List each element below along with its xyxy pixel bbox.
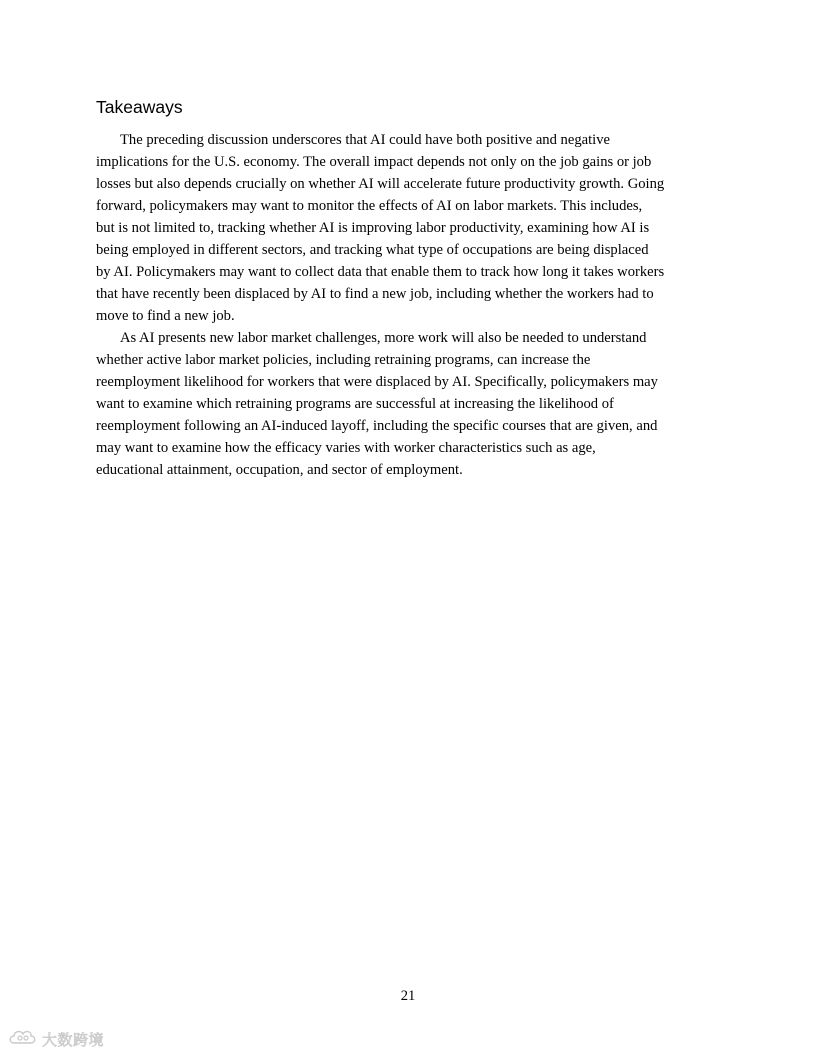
text-line: implications for the U.S. economy. The overall impact depends not only on the job gains or job [96, 154, 652, 170]
text-line: whether active labor market policies, including retraining programs, can increase the [96, 352, 591, 368]
watermark-text: 大数跨境 [42, 1031, 105, 1049]
text-line: that have recently been displaced by AI to find a new job, including whether the workers had to [96, 286, 654, 302]
watermark [8, 1028, 104, 1051]
cloud-logo-icon [8, 1028, 38, 1051]
text-line: reemployment likelihood for workers that were displaced by AI. Specifically, policymakers may [96, 374, 658, 390]
text-line: As AI presents new labor market challenges, more work will also be needed to understand [120, 330, 647, 346]
text-line: reemployment following an AI-induced layoff, including the specific courses that are given, and [96, 418, 658, 434]
text-line: want to examine which retraining programs are successful at increasing the likelihood of [96, 396, 614, 412]
text-line: may want to examine how the efficacy varies with worker characteristics such as age, [96, 440, 596, 456]
text-line: but is not limited to, tracking whether AI is improving labor productivity, examining how AI is [96, 220, 650, 236]
paragraph-1 [96, 129, 726, 327]
page-number: 21 [400, 988, 416, 1004]
text-line: by AI. Policymakers may want to collect data that enable them to track how long it takes workers [96, 264, 665, 280]
text-line: The preceding discussion underscores that AI could have both positive and negative [120, 132, 610, 148]
text-line: losses but also depends crucially on whether AI will accelerate future productivity growth. Going [96, 176, 665, 192]
text-line: move to find a new job. [96, 308, 235, 324]
body-text [96, 129, 726, 481]
text-line: educational attainment, occupation, and sector of employment. [96, 462, 463, 478]
section-heading: Takeaways [96, 97, 183, 117]
text-line: being employed in different sectors, and tracking what type of occupations are being displaced [96, 242, 649, 258]
text-line: forward, policymakers may want to monitor the effects of AI on labor markets. This includes, [96, 198, 643, 214]
paragraph-2 [96, 327, 726, 481]
